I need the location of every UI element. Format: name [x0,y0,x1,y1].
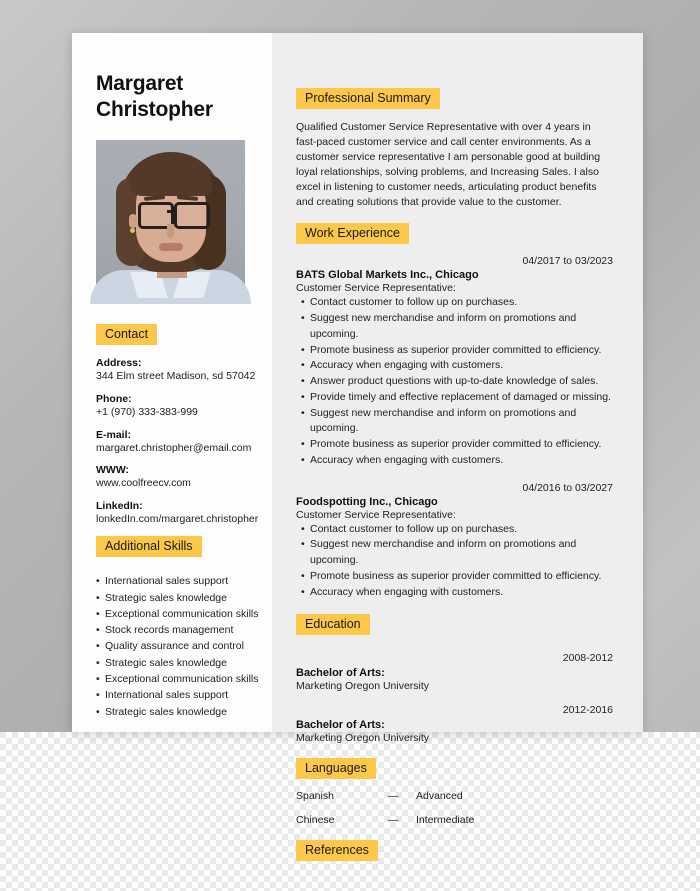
job-role: Customer Service Representative: [296,282,456,295]
list-item: • International sales support [96,687,272,703]
education-degree: Bachelor of Arts: [296,667,385,680]
work-experience-entry [296,255,613,468]
education-heading: Education [296,614,370,635]
language-name: Chinese [296,814,335,827]
list-item: • Promote business as superior provider committed to efficiency. [296,437,613,453]
list-item: • Strategic sales knowledge [96,655,272,671]
list-item: • Suggest new merchandise and inform on promotions and upcoming. [296,311,613,343]
language-level: Intermediate [416,814,475,827]
education-date: 2008-2012 [562,652,613,665]
languages-heading: Languages [296,758,376,779]
list-item: • Stock records management [96,622,272,638]
phone-value: +1 (970) 333-383-999 [96,405,198,418]
work-experience-entry [296,482,613,601]
list-item: • Contact customer to follow up on purchases. [296,522,613,538]
work-experience-section [296,223,613,600]
resume-main [272,33,643,858]
language-separator: — [388,814,399,827]
language-name: Spanish [296,790,334,803]
additional-skills-section [96,536,272,719]
job-company: BATS Global Markets Inc., Chicago [296,269,479,282]
candidate-first-name: Margaret [96,72,184,95]
list-item: • Strategic sales knowledge [96,590,272,606]
contact-heading: Contact [96,324,157,345]
www-value: www.coolfreecv.com [96,477,191,490]
list-item: • Quality assurance and control [96,638,272,654]
phone-label: Phone: [96,392,132,405]
job-responsibility-list [296,522,613,601]
email-value: margaret.christopher@email.com [96,441,252,454]
portrait-photo [96,140,245,298]
list-item: • Provide timely and effective replacement of damaged or missing. [296,390,613,406]
education-degree: Bachelor of Arts: [296,719,385,732]
education-school: Marketing Oregon University [296,680,430,693]
list-item: • Accuracy when engaging with customers. [296,453,613,469]
professional-summary-text: Qualified Customer Service Representative with over 4 years in fast-paced customer service and call center environments. As a customer service representative I am personable good at building loyal relationships, solving problems, and Increasing Sales. I also excel in listening to customer needs, articulating product benefits and creating solutions that provide value to the customer. [296,121,601,208]
language-row [296,790,613,802]
list-item: • Suggest new merchandise and inform on promotions and upcoming. [296,537,613,569]
references-section [296,840,613,872]
contact-address [96,357,272,526]
address-value: 344 Elm street Madison, sd 57042 [96,370,256,383]
photo-eyeglass-right [174,202,210,229]
education-school: Marketing Oregon University [296,732,430,745]
job-company: Foodspotting Inc., Chicago [296,495,438,508]
additional-skills-heading: Additional Skills [96,536,202,557]
list-item: • International sales support [96,573,272,589]
education-entry [296,652,613,692]
languages-section [296,758,613,826]
linkedin-label: LinkedIn: [96,499,143,512]
job-date: 04/2016 to 03/2027 [522,481,613,494]
references-heading: References [296,840,378,861]
language-level: Advanced [416,790,463,803]
list-item: • Contact customer to follow up on purchases. [296,295,613,311]
list-item: • Answer product questions with up-to-date knowledge of sales. [296,374,613,390]
education-date: 2012-2016 [562,704,613,717]
candidate-name [96,71,272,122]
work-experience-heading: Work Experience [296,223,409,244]
additional-skills-list [96,573,272,719]
list-item: • Promote business as superior provider committed to efficiency. [296,569,613,585]
contact-section [96,324,272,526]
photo-nose [167,224,174,238]
list-item: • Promote business as superior provider committed to efficiency. [296,343,613,359]
resume-sidebar [72,33,272,732]
language-separator: — [388,790,399,803]
list-item: • Accuracy when engaging with customers. [296,585,613,601]
job-responsibility-list [296,295,613,468]
resume-page [72,33,643,858]
address-label: Address: [96,357,142,370]
linkedin-value: lonkedIn.com/margaret.christopher [96,512,259,525]
candidate-last-name: Christopher [96,97,213,121]
professional-summary-section [296,88,613,209]
language-row [296,814,613,826]
education-section [296,614,613,744]
photo-fringe [130,162,212,196]
photo-ear [129,214,137,228]
list-item: • Strategic sales knowledge [96,704,272,720]
education-entry [296,704,613,744]
www-label: WWW: [96,464,130,477]
list-item: • Exceptional communication skills [96,606,272,622]
professional-summary-heading: Professional Summary [296,88,440,109]
list-item: • Exceptional communication skills [96,671,272,687]
job-date: 04/2017 to 03/2023 [522,255,613,268]
list-item: • Suggest new merchandise and inform on promotions and upcoming. [296,406,613,438]
email-label: E-mail: [96,428,132,441]
photo-lips [159,243,183,251]
photo-eyeglass-bridge [167,210,176,213]
job-role: Customer Service Representative: [296,508,456,521]
list-item: • Accuracy when engaging with customers. [296,358,613,374]
